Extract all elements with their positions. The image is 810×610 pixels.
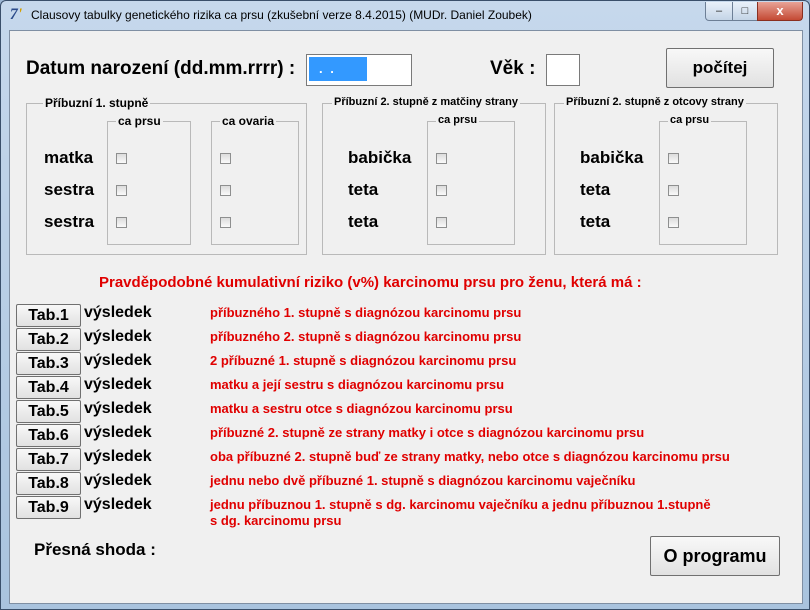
- tab3-button[interactable]: Tab.3: [16, 352, 81, 375]
- tab4-button[interactable]: Tab.4: [16, 376, 81, 399]
- row-label: teta: [348, 212, 379, 231]
- table-description: matku a její sestru s diagnózou karcinomu prsu: [210, 377, 505, 392]
- result-label: výsledek: [84, 376, 152, 393]
- table-description: jednu nebo dvě příbuzné 1. stupně s diagnózou karcinomu vaječníku: [210, 473, 636, 488]
- exact-match-label: Přesná shoda :: [34, 540, 156, 559]
- result-label: výsledek: [84, 328, 152, 345]
- col-ovarian-cancer-title: ca ovaria: [222, 114, 275, 128]
- group-first-degree: [26, 96, 307, 255]
- mother-ovarian-checkbox[interactable]: [220, 153, 231, 164]
- col-maternal-breast: [427, 114, 515, 245]
- group-first-degree-title: Příbuzní 1. stupně: [45, 96, 149, 110]
- result-label: výsledek: [84, 448, 152, 465]
- result-label: výsledek: [84, 424, 152, 441]
- tab2-button[interactable]: Tab.2: [16, 328, 81, 351]
- client-area: [9, 30, 803, 604]
- row-label: babička: [348, 148, 412, 167]
- table-description: 2 příbuzné 1. stupně s diagnózou karcinomu prsu: [210, 353, 517, 368]
- paternal-grandmother-checkbox[interactable]: [668, 153, 679, 164]
- row-label: teta: [348, 180, 379, 199]
- row-label: babička: [580, 148, 644, 167]
- result-label: výsledek: [84, 496, 152, 513]
- tab9-button[interactable]: Tab.9: [16, 496, 81, 519]
- group-maternal-title: Příbuzní 2. stupně z matčiny strany: [334, 96, 518, 108]
- col-ovarian-cancer: [211, 114, 299, 245]
- table-description: matku a sestru otce s diagnózou karcinomu prsu: [210, 401, 513, 416]
- tab8-button[interactable]: Tab.8: [16, 472, 81, 495]
- tab1-button[interactable]: Tab.1: [16, 304, 81, 327]
- title-bar[interactable]: [1, 1, 809, 29]
- col-paternal-breast: [659, 114, 747, 245]
- app-logo-icon: 7': [9, 6, 23, 23]
- window-title: Clausovy tabulky genetického rizika ca prsu (zkušební verze 8.4.2015) (MUDr. Daniel Zoubek): [31, 8, 532, 22]
- paternal-aunt1-checkbox[interactable]: [668, 185, 679, 196]
- sister1-ovarian-checkbox[interactable]: [220, 185, 231, 196]
- maternal-grandmother-checkbox[interactable]: [436, 153, 447, 164]
- calculate-button[interactable]: počítej: [666, 48, 774, 88]
- maximize-button[interactable]: □: [732, 2, 758, 21]
- birth-date-label: Datum narození (dd.mm.rrrr) :: [26, 58, 296, 79]
- group-paternal-second-degree: [554, 96, 778, 255]
- sister1-breast-checkbox[interactable]: [116, 185, 127, 196]
- table-description: příbuzné 2. stupně ze strany matky i otce s diagnózou karcinomu prsu: [210, 425, 645, 440]
- table-description: příbuzného 1. stupně s diagnózou karcinomu prsu: [210, 305, 522, 320]
- result-label: výsledek: [84, 400, 152, 417]
- sister2-breast-checkbox[interactable]: [116, 217, 127, 228]
- birth-date-input[interactable]: [306, 54, 412, 86]
- sister2-ovarian-checkbox[interactable]: [220, 217, 231, 228]
- col-maternal-breast-title: ca prsu: [438, 114, 478, 126]
- result-label: výsledek: [84, 304, 152, 321]
- row-label: matka: [44, 148, 94, 167]
- group-paternal-title: Příbuzní 2. stupně z otcovy strany: [566, 96, 744, 108]
- age-input[interactable]: [546, 54, 580, 86]
- maternal-aunt1-checkbox[interactable]: [436, 185, 447, 196]
- table-description-continued: s dg. karcinomu prsu: [210, 513, 342, 528]
- row-label: teta: [580, 212, 611, 231]
- result-label: výsledek: [84, 472, 152, 489]
- tab6-button[interactable]: Tab.6: [16, 424, 81, 447]
- table-description: jednu příbuznou 1. stupně s dg. karcinomu vaječníku a jednu příbuznou 1.stupně: [210, 497, 711, 512]
- age-label: Věk :: [490, 58, 536, 79]
- col-breast-cancer: [107, 114, 191, 245]
- about-button[interactable]: O programu: [650, 536, 780, 576]
- maternal-aunt2-checkbox[interactable]: [436, 217, 447, 228]
- birth-date-value: . .: [309, 57, 367, 81]
- close-button[interactable]: x: [757, 2, 803, 21]
- minimize-button[interactable]: –: [705, 2, 733, 21]
- tab7-button[interactable]: Tab.7: [16, 448, 81, 471]
- table-description: příbuzného 2. stupně s diagnózou karcinomu prsu: [210, 329, 522, 344]
- tab5-button[interactable]: Tab.5: [16, 400, 81, 423]
- row-label: sestra: [44, 212, 95, 231]
- group-maternal-second-degree: [322, 96, 546, 255]
- row-label: sestra: [44, 180, 95, 199]
- table-description: oba příbuzné 2. stupně buď ze strany matky, nebo otce s diagnózou karcinomu prsu: [210, 449, 730, 464]
- paternal-aunt2-checkbox[interactable]: [668, 217, 679, 228]
- mother-breast-checkbox[interactable]: [116, 153, 127, 164]
- row-label: teta: [580, 180, 611, 199]
- risk-headline: Pravděpodobné kumulativní riziko (v%) karcinomu prsu pro ženu, která má :: [99, 274, 642, 291]
- col-paternal-breast-title: ca prsu: [670, 114, 710, 126]
- col-breast-cancer-title: ca prsu: [118, 114, 161, 128]
- result-label: výsledek: [84, 352, 152, 369]
